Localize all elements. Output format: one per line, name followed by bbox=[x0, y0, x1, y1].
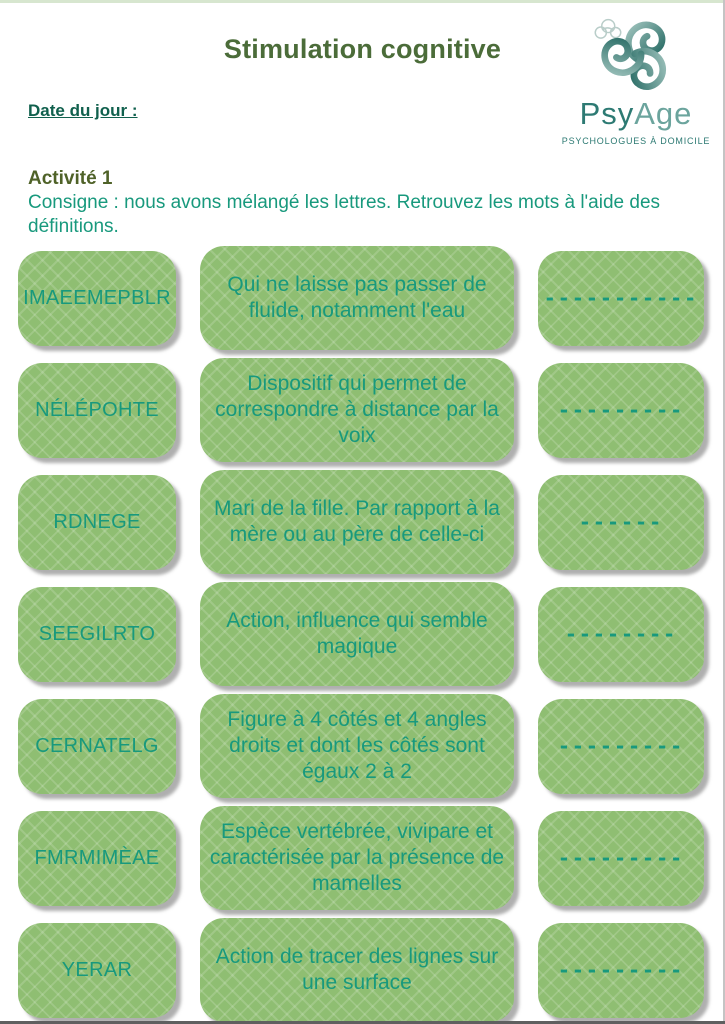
brain-doodle-icon bbox=[595, 20, 620, 39]
logo-wordmark bbox=[555, 98, 717, 129]
definition-text: Mari de la fille. Par rapport à la mère ou au père de celle-ci bbox=[214, 496, 500, 546]
definition-box bbox=[200, 582, 514, 686]
definition-text: Qui ne laisse pas passer de fluide, notamment l'eau bbox=[227, 272, 487, 322]
scrambled-word-box bbox=[18, 251, 176, 346]
answer-box bbox=[538, 923, 704, 1018]
activity-heading: Activité 1 bbox=[28, 168, 113, 189]
definition-box bbox=[200, 694, 514, 798]
scrambled-word: CERNATELG bbox=[35, 734, 159, 757]
triskelion-logo-icon bbox=[580, 2, 692, 102]
definition-text: Action de tracer des lignes sur une surface bbox=[215, 944, 499, 994]
scrambled-word-box bbox=[18, 811, 176, 906]
definition-text: Dispositif qui permet de correspondre à distance par la voix bbox=[215, 371, 499, 448]
scrambled-word-box bbox=[18, 475, 176, 570]
logo-word-psy: Psy bbox=[579, 96, 635, 131]
scrambled-word-box bbox=[18, 363, 176, 458]
answer-dashes: --------- bbox=[557, 734, 685, 758]
logo-word-age: Age bbox=[634, 96, 693, 131]
answer-box bbox=[538, 475, 704, 570]
answer-box bbox=[538, 363, 704, 458]
scrambled-word-box bbox=[18, 923, 176, 1018]
definition-text: Action, influence qui semble magique bbox=[226, 608, 488, 658]
answer-dashes: --------- bbox=[557, 958, 685, 982]
activity-instructions: Consigne : nous avons mélangé les lettres. Retrouvez les mots à l'aide des définitions. bbox=[28, 192, 661, 237]
definition-box bbox=[200, 470, 514, 574]
scrambled-word-box bbox=[18, 587, 176, 682]
definition-text: Figure à 4 côtés et 4 angles droits et dont les côtés sont égaux 2 à 2 bbox=[227, 707, 487, 784]
scrambled-word: FMRMIMÈAE bbox=[34, 846, 160, 869]
scrambled-word: RDNEGE bbox=[53, 510, 141, 533]
answer-dashes: ------ bbox=[578, 510, 664, 534]
logo-tagline: PSYCHOLOGUES À DOMICILE bbox=[561, 136, 711, 146]
answer-dashes: -------- bbox=[564, 622, 678, 646]
definition-box bbox=[200, 358, 514, 462]
scrambled-word: NÉLÉPOHTE bbox=[35, 398, 159, 421]
scrambled-word: SEEGILRTO bbox=[38, 622, 156, 645]
definition-box bbox=[200, 246, 514, 350]
answer-dashes: --------- bbox=[557, 398, 685, 422]
answer-dashes: ----------- bbox=[543, 286, 699, 310]
answer-box bbox=[538, 811, 704, 906]
date-label: Date du jour : bbox=[28, 101, 138, 120]
psyage-logo bbox=[555, 2, 717, 146]
page-title: Stimulation cognitive bbox=[223, 34, 502, 64]
scrambled-word-box bbox=[18, 699, 176, 794]
definition-box bbox=[200, 918, 514, 1022]
definition-text: Espèce vertébrée, vivipare et caractérisée par la présence de mamelles bbox=[209, 819, 505, 896]
answer-dashes: --------- bbox=[557, 846, 685, 870]
definition-box bbox=[200, 806, 514, 910]
scrambled-word: YERAR bbox=[61, 958, 133, 981]
exercise-grid bbox=[18, 242, 704, 1024]
answer-box bbox=[538, 251, 704, 346]
answer-box bbox=[538, 587, 704, 682]
scrambled-word: IMAEEMEPBLR bbox=[23, 286, 171, 309]
answer-box bbox=[538, 699, 704, 794]
